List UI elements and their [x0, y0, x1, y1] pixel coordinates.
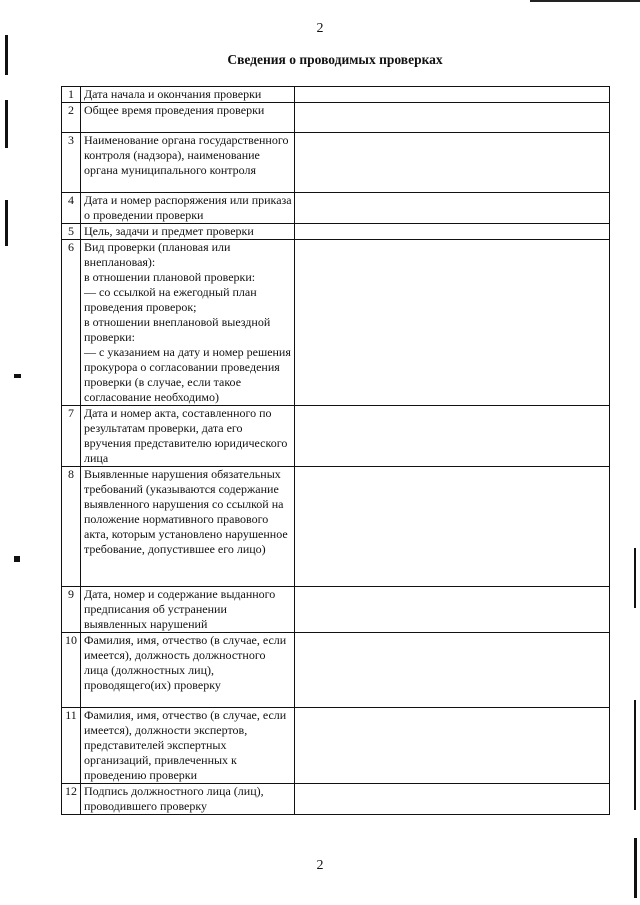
table-row	[62, 633, 610, 708]
page-number-bottom: 2	[316, 858, 324, 873]
row-number: 5	[62, 224, 81, 240]
table-row	[62, 240, 610, 406]
row-value-field[interactable]	[295, 103, 610, 133]
row-number: 1	[62, 87, 81, 103]
document-title: Сведения о проводимых проверках	[227, 52, 443, 67]
table-row	[62, 193, 610, 224]
row-number: 10	[62, 633, 81, 708]
row-value-field[interactable]	[295, 633, 610, 708]
row-value-field[interactable]	[295, 587, 610, 633]
row-value-field[interactable]	[295, 133, 610, 193]
row-number: 2	[62, 103, 81, 133]
binding-mark	[634, 548, 636, 608]
table-row	[62, 406, 610, 467]
table-row	[62, 784, 610, 815]
row-label: Вид проверки (плановая или внеплановая): в отношении плановой проверки: — со ссылкой на ежегодный план проведения проверок; в отношении внеплановой выездной проверки: — с указанием на дату и номер решения прокурора о согласовании проведения проверки (в случае, если такое согласование необходимо)	[81, 240, 295, 406]
page-number-top: 2	[316, 21, 324, 36]
table-row	[62, 708, 610, 784]
row-value-field[interactable]	[295, 406, 610, 467]
row-number: 8	[62, 467, 81, 587]
row-number: 12	[62, 784, 81, 815]
table-row	[62, 133, 610, 193]
binding-mark	[5, 100, 8, 148]
row-label: Выявленные нарушения обязательных требований (указываются содержание выявленного нарушения со ссылкой на положение нормативного правового акта, которым установлено нарушенное требование, допустившее его лицо)	[81, 467, 295, 587]
row-label: Подпись должностного лица (лиц), проводившего проверку	[81, 784, 295, 815]
scan-edge-line	[530, 0, 640, 2]
row-label: Дата, номер и содержание выданного предписания об устранении выявленных нарушений	[81, 587, 295, 633]
row-label: Цель, задачи и предмет проверки	[81, 224, 295, 240]
row-label: Дата начала и окончания проверки	[81, 87, 295, 103]
table-row	[62, 224, 610, 240]
row-number: 6	[62, 240, 81, 406]
row-label: Дата и номер распоряжения или приказа о проведении проверки	[81, 193, 295, 224]
binding-mark	[14, 374, 21, 378]
row-value-field[interactable]	[295, 224, 610, 240]
row-value-field[interactable]	[295, 708, 610, 784]
table-row	[62, 587, 610, 633]
row-number: 3	[62, 133, 81, 193]
row-value-field[interactable]	[295, 467, 610, 587]
row-label: Дата и номер акта, составленного по результатам проверки, дата его вручения представителю юридического лица	[81, 406, 295, 467]
row-value-field[interactable]	[295, 87, 610, 103]
row-number: 7	[62, 406, 81, 467]
row-number: 9	[62, 587, 81, 633]
binding-mark	[14, 556, 20, 562]
row-label: Общее время проведения проверки	[81, 103, 295, 133]
row-label: Фамилия, имя, отчество (в случае, если имеется), должность должностного лица (должностных лиц), проводящего(их) проверку	[81, 633, 295, 708]
row-value-field[interactable]	[295, 193, 610, 224]
binding-mark	[5, 200, 8, 246]
row-value-field[interactable]	[295, 784, 610, 815]
binding-mark	[634, 700, 636, 810]
row-number: 11	[62, 708, 81, 784]
row-label: Наименование органа государственного контроля (надзора), наименование органа муниципального контроля	[81, 133, 295, 193]
inspections-table	[61, 86, 610, 815]
table-row	[62, 103, 610, 133]
row-value-field[interactable]	[295, 240, 610, 406]
row-label: Фамилия, имя, отчество (в случае, если имеется), должности экспертов, представителей экспертных организаций, привлеченных к проведению проверки	[81, 708, 295, 784]
row-number: 4	[62, 193, 81, 224]
table-row	[62, 87, 610, 103]
table-row	[62, 467, 610, 587]
